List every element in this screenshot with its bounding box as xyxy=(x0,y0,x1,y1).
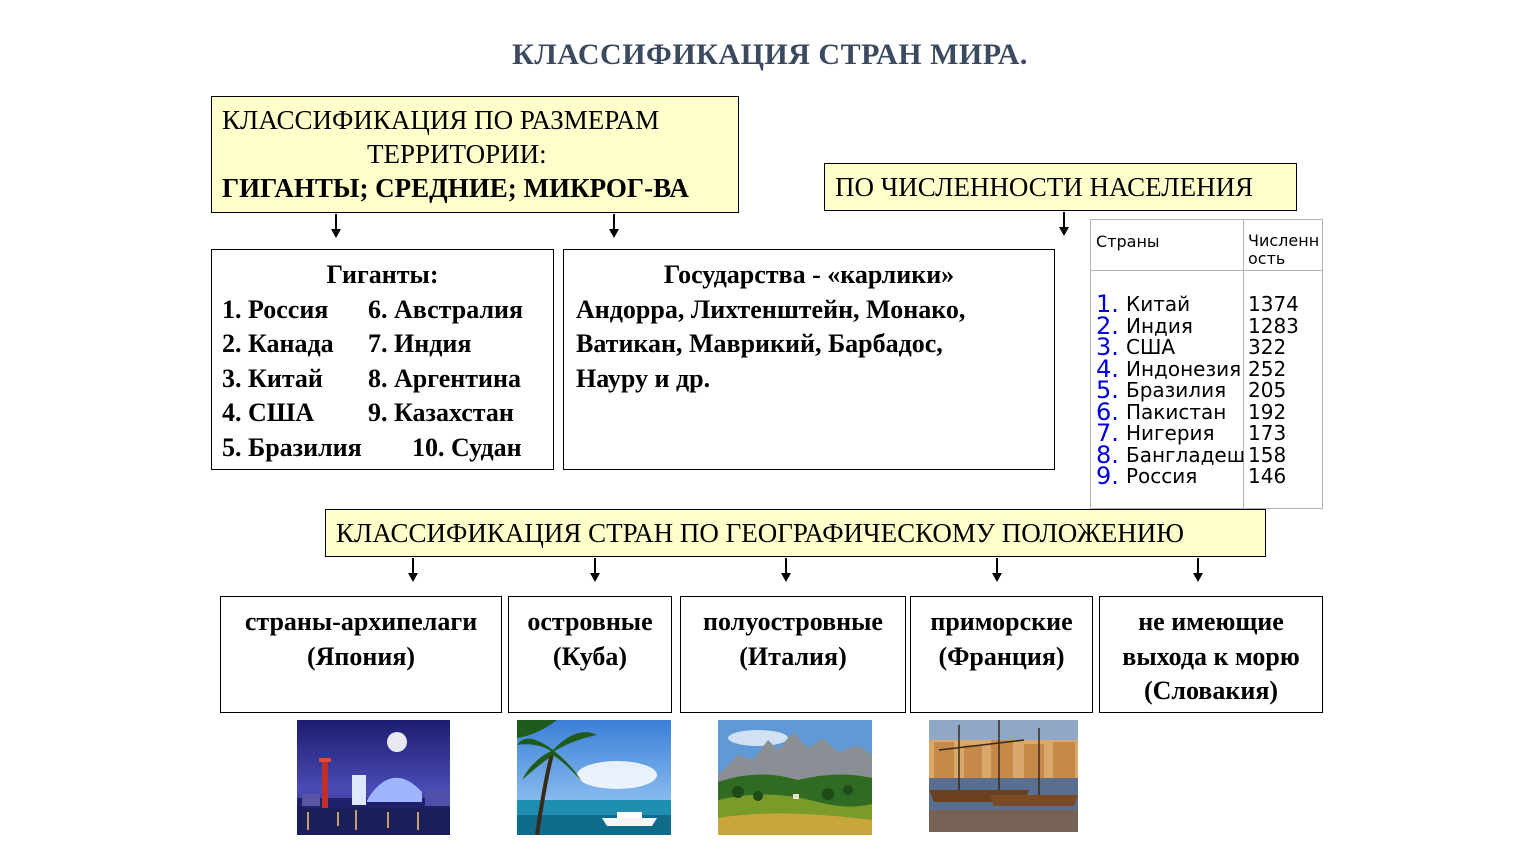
page-title: КЛАССИФИКАЦИЯ СТРАН МИРА. xyxy=(512,38,1028,71)
list-item: 5. Бразилия 10. Судан xyxy=(222,432,522,462)
country-name: Пакистан xyxy=(1126,399,1227,424)
population-value: 146 xyxy=(1248,464,1287,488)
rank-number: 9. xyxy=(1096,462,1119,490)
rank-number: 5. xyxy=(1096,376,1119,404)
table-row xyxy=(1096,376,1321,404)
population-value: 252 xyxy=(1248,356,1287,381)
arrow-down-icon xyxy=(1192,558,1204,584)
arrow-down-icon xyxy=(589,558,601,584)
arrow-down-icon xyxy=(780,558,792,584)
france-harbor-image xyxy=(929,720,1078,832)
giants-box xyxy=(211,249,554,470)
rank-number: 1. xyxy=(1096,290,1119,318)
rank-number: 8. xyxy=(1096,440,1119,469)
list-item: 3. Китай 8. Аргентина xyxy=(222,363,521,393)
table-row xyxy=(1096,333,1321,361)
country-name: Индонезия xyxy=(1126,356,1242,381)
table-row xyxy=(1096,440,1321,469)
dwarf-states-line: Андорра, Лихтенштейн, Монако, xyxy=(576,294,966,324)
country-name: Россия xyxy=(1126,464,1198,488)
population-value: 1283 xyxy=(1248,313,1299,338)
population-value: 173 xyxy=(1248,421,1287,445)
country-name: Бразилия xyxy=(1126,378,1227,402)
giants-title: Гиганты: xyxy=(326,260,439,289)
italy-mountain-valley-image xyxy=(718,720,872,835)
rank-number: 2. xyxy=(1096,311,1119,340)
table-row xyxy=(1096,462,1321,490)
population-value: 1374 xyxy=(1248,292,1299,316)
territory-classification-header xyxy=(211,96,739,213)
population-value: 158 xyxy=(1248,442,1287,467)
country-name: Нигерия xyxy=(1126,421,1215,445)
population-classification-header: ПО ЧИСЛЕННОСТИ НАСЕЛЕНИЯ xyxy=(824,163,1297,211)
table-row xyxy=(1096,311,1321,340)
cuba-beach-image xyxy=(517,720,671,835)
country-name: США xyxy=(1126,335,1176,359)
category-archipelago: страны-архипелаги (Япония) xyxy=(220,596,502,713)
rank-number: 6. xyxy=(1096,397,1119,426)
list-item: 4. США 9. Казахстан xyxy=(222,398,514,428)
territory-header-line3: ГИГАНТЫ; СРЕДНИЕ; МИКРОГ-ВА xyxy=(222,173,689,203)
arrow-down-icon xyxy=(407,558,419,584)
arrow-down-icon xyxy=(991,558,1003,584)
rank-number: 4. xyxy=(1096,354,1119,383)
list-item: 1. Россия 6. Австралия xyxy=(222,294,524,324)
country-name: Индия xyxy=(1126,313,1193,338)
rank-number: 3. xyxy=(1096,333,1119,361)
population-table xyxy=(1090,219,1323,509)
geographic-classification-header: КЛАССИФИКАЦИЯ СТРАН ПО ГЕОГРАФИЧЕСКОМУ ПОЛОЖЕНИЮ xyxy=(325,509,1266,557)
japan-night-city-image xyxy=(297,720,450,835)
dwarf-states-line: Науру и др. xyxy=(576,363,711,393)
population-value: 192 xyxy=(1248,399,1287,424)
table-row xyxy=(1096,419,1321,447)
dwarf-states-box xyxy=(563,249,1055,470)
territory-header-line2: ТЕРРИТОРИИ: xyxy=(367,139,547,169)
arrow-down-icon xyxy=(1058,212,1070,238)
category-peninsular: полуостровные (Италия) xyxy=(680,596,906,713)
population-value: 322 xyxy=(1248,335,1287,359)
table-row xyxy=(1096,290,1321,318)
list-item: 2. Канада 7. Индия xyxy=(222,329,472,359)
column-header-population: Численн ость xyxy=(1248,231,1320,268)
country-name: Китай xyxy=(1126,292,1191,316)
country-name: Бангладеш xyxy=(1126,442,1246,467)
table-row xyxy=(1096,397,1321,426)
dwarf-states-title: Государства - «карлики» xyxy=(663,260,955,289)
category-coastal: приморские (Франция) xyxy=(910,596,1093,713)
population-value: 205 xyxy=(1248,378,1287,402)
category-landlocked: не имеющие выхода к морю (Словакия) xyxy=(1099,596,1323,713)
arrow-down-icon xyxy=(608,214,620,240)
territory-header-line1: КЛАССИФИКАЦИЯ ПО РАЗМЕРАМ xyxy=(222,105,660,135)
arrow-down-icon xyxy=(330,214,342,240)
table-row xyxy=(1096,354,1321,383)
rank-number: 7. xyxy=(1096,419,1119,447)
column-header-countries: Страны xyxy=(1096,232,1160,251)
dwarf-states-line: Ватикан, Маврикий, Барбадос, xyxy=(576,329,943,359)
category-island: островные (Куба) xyxy=(508,596,672,713)
